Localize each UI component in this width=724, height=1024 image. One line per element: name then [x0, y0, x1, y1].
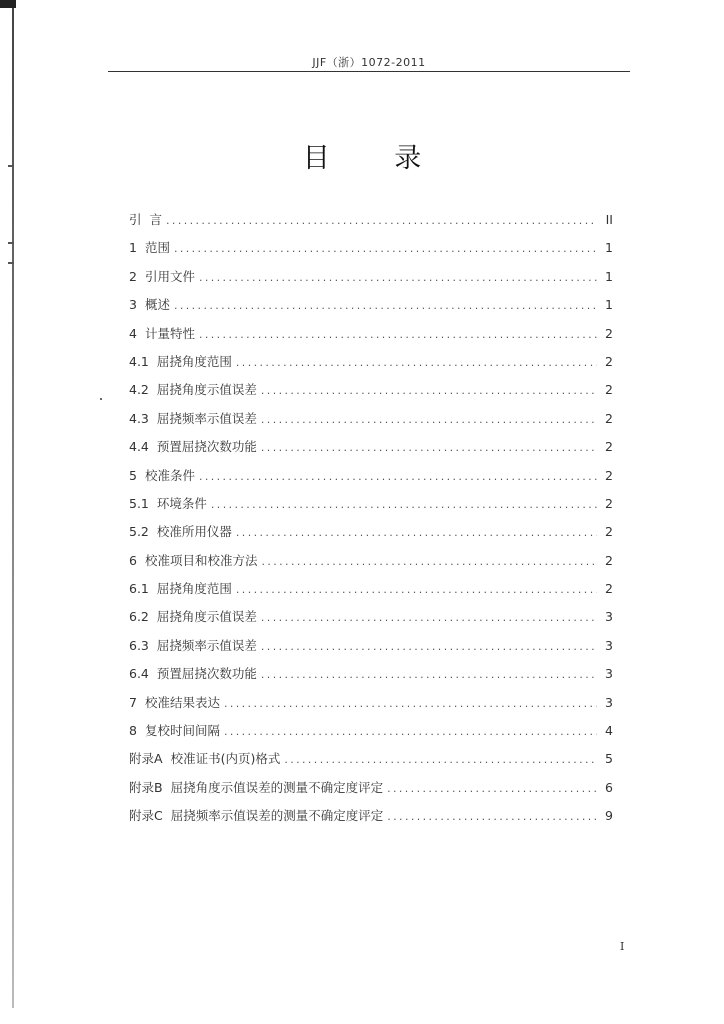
toc-dot-leader	[261, 611, 597, 624]
toc-entry[interactable]	[129, 664, 613, 692]
toc-entry-page: 2	[605, 495, 613, 511]
toc-entry[interactable]	[129, 607, 613, 635]
toc-dot-leader	[166, 214, 597, 227]
toc-entry-page: 6	[605, 779, 613, 795]
toc-entry[interactable]	[129, 579, 613, 607]
toc-entry-page: 3	[605, 637, 613, 653]
toc-entry-label: 屈挠角度范围	[156, 353, 232, 369]
toc-entry[interactable]	[129, 380, 613, 408]
toc-entry-label: 屈挠频率示值误差	[156, 410, 257, 426]
toc-entry[interactable]	[129, 806, 613, 834]
toc-entry-label: 预置屈挠次数功能	[156, 666, 257, 682]
toc-dot-leader	[387, 782, 597, 795]
toc-entry-number: 6.4	[129, 666, 149, 682]
toc-entry-number: 4.2	[129, 382, 149, 398]
toc-entry-number: 7	[129, 694, 137, 710]
toc-entry[interactable]	[129, 210, 613, 238]
toc-entry[interactable]	[129, 466, 613, 494]
scan-edge-tick	[8, 242, 14, 244]
toc-entry-label: 屈挠频率示值误差的测量不确定度评定	[170, 808, 384, 824]
toc-entry-page: II	[605, 212, 613, 227]
toc-entry-label: 复校时间间隔	[144, 723, 220, 739]
toc-dot-leader	[261, 668, 597, 681]
toc-entry-label: 屈挠角度范围	[156, 581, 232, 597]
toc-entry[interactable]	[129, 778, 613, 806]
toc-dot-leader	[236, 356, 597, 369]
toc-entry[interactable]	[129, 295, 613, 323]
toc-entry-number: 3	[129, 297, 137, 313]
toc-entry-page: 5	[605, 751, 613, 767]
toc-entry-label: 校准条件	[144, 467, 195, 483]
toc-entry-label: 引用文件	[144, 268, 195, 284]
toc-entry-label: 屈挠频率示值误差	[156, 637, 257, 653]
toc-dot-leader	[199, 271, 597, 284]
toc-entry[interactable]	[129, 636, 613, 664]
toc-entry-label: 校准结果表达	[144, 694, 220, 710]
toc-entry-number: 6.3	[129, 637, 149, 653]
toc-entry-page: 2	[605, 410, 613, 426]
toc-entry-number: 4.1	[129, 353, 149, 369]
toc-entry-label: 屈挠角度示值误差	[156, 609, 257, 625]
toc-entry-number: 5.2	[129, 524, 149, 540]
toc-entry-number: 附录A	[129, 751, 163, 767]
toc-entry[interactable]	[129, 551, 613, 579]
toc-dot-leader	[199, 328, 597, 341]
toc-entry-label: 预置屈挠次数功能	[156, 439, 257, 455]
toc-dot-leader	[387, 810, 597, 823]
toc-dot-leader	[261, 413, 597, 426]
toc-entry-label: 屈挠角度示值误差的测量不确定度评定	[170, 779, 384, 795]
toc-entry-label: 范围	[144, 240, 170, 256]
toc-entry[interactable]	[129, 522, 613, 550]
toc-entry-page: 2	[605, 581, 613, 597]
toc-entry-page: 3	[605, 666, 613, 682]
toc-entry-number: 8	[129, 723, 137, 739]
toc-entry-label: 校准所用仪器	[156, 524, 232, 540]
toc-entry-page: 2	[605, 439, 613, 455]
toc-entry[interactable]	[129, 267, 613, 295]
page-number: I	[620, 940, 625, 953]
toc-entry-number: 4	[129, 325, 137, 341]
toc-entry-page: 4	[605, 723, 613, 739]
toc-dot-leader	[284, 753, 597, 766]
page-header-standard-code: JJF（浙）1072-2011	[312, 56, 426, 69]
toc-entry-number: 2	[129, 268, 137, 284]
toc-entry-label: 校准证书(内页)格式	[170, 751, 281, 767]
toc-entry-page: 2	[605, 552, 613, 568]
toc-dot-leader	[199, 470, 597, 483]
toc-entry-number: 6.1	[129, 581, 149, 597]
toc-entry-number: 4.4	[129, 439, 149, 455]
toc-entry-number: 6	[129, 552, 137, 568]
toc-entry[interactable]	[129, 324, 613, 352]
toc-entry[interactable]	[129, 409, 613, 437]
toc-entry[interactable]	[129, 721, 613, 749]
stray-mark	[100, 398, 102, 400]
table-of-contents	[129, 210, 613, 835]
page-title: 目 录	[302, 143, 450, 174]
toc-entry-label: 校准项目和校准方法	[144, 552, 258, 568]
toc-dot-leader	[174, 242, 597, 255]
toc-entry-number: 附录B	[129, 779, 163, 795]
toc-entry-page: 1	[605, 268, 613, 284]
toc-entry-number: 4.3	[129, 410, 149, 426]
toc-entry[interactable]	[129, 693, 613, 721]
toc-dot-leader	[261, 555, 597, 568]
toc-dot-leader	[236, 583, 597, 596]
toc-entry-page: 9	[605, 808, 613, 824]
toc-entry-number: 引	[129, 212, 142, 227]
toc-entry-number: 5.1	[129, 495, 149, 511]
toc-dot-leader	[261, 441, 597, 454]
toc-entry-page: 2	[605, 325, 613, 341]
toc-entry[interactable]	[129, 437, 613, 465]
toc-entry-page: 2	[605, 467, 613, 483]
toc-dot-leader	[211, 498, 597, 511]
toc-entry-number: 5	[129, 467, 137, 483]
toc-entry-page: 3	[605, 694, 613, 710]
scan-edge-tick	[8, 262, 14, 264]
toc-entry[interactable]	[129, 352, 613, 380]
toc-entry-page: 2	[605, 524, 613, 540]
toc-entry-page: 2	[605, 382, 613, 398]
toc-entry-label: 言	[149, 212, 163, 227]
toc-entry-page: 1	[605, 297, 613, 313]
toc-entry[interactable]	[129, 749, 613, 777]
toc-entry-label: 概述	[144, 297, 170, 313]
toc-dot-leader	[224, 725, 597, 738]
header-rule	[108, 71, 630, 72]
toc-dot-leader	[236, 526, 597, 539]
toc-entry-page: 3	[605, 609, 613, 625]
toc-entry[interactable]	[129, 238, 613, 266]
toc-entry-label: 计量特性	[144, 325, 195, 341]
toc-entry-page: 2	[605, 353, 613, 369]
toc-entry-number: 1	[129, 240, 137, 256]
toc-dot-leader	[261, 640, 597, 653]
toc-entry-label: 环境条件	[156, 495, 207, 511]
scan-corner-mark	[0, 0, 16, 8]
toc-dot-leader	[224, 697, 597, 710]
toc-dot-leader	[174, 299, 597, 312]
toc-entry-page: 1	[605, 240, 613, 256]
toc-entry[interactable]	[129, 494, 613, 522]
toc-entry-number: 6.2	[129, 609, 149, 625]
toc-entry-label: 屈挠角度示值误差	[156, 382, 257, 398]
toc-entry-number: 附录C	[129, 808, 163, 824]
toc-dot-leader	[261, 384, 597, 397]
